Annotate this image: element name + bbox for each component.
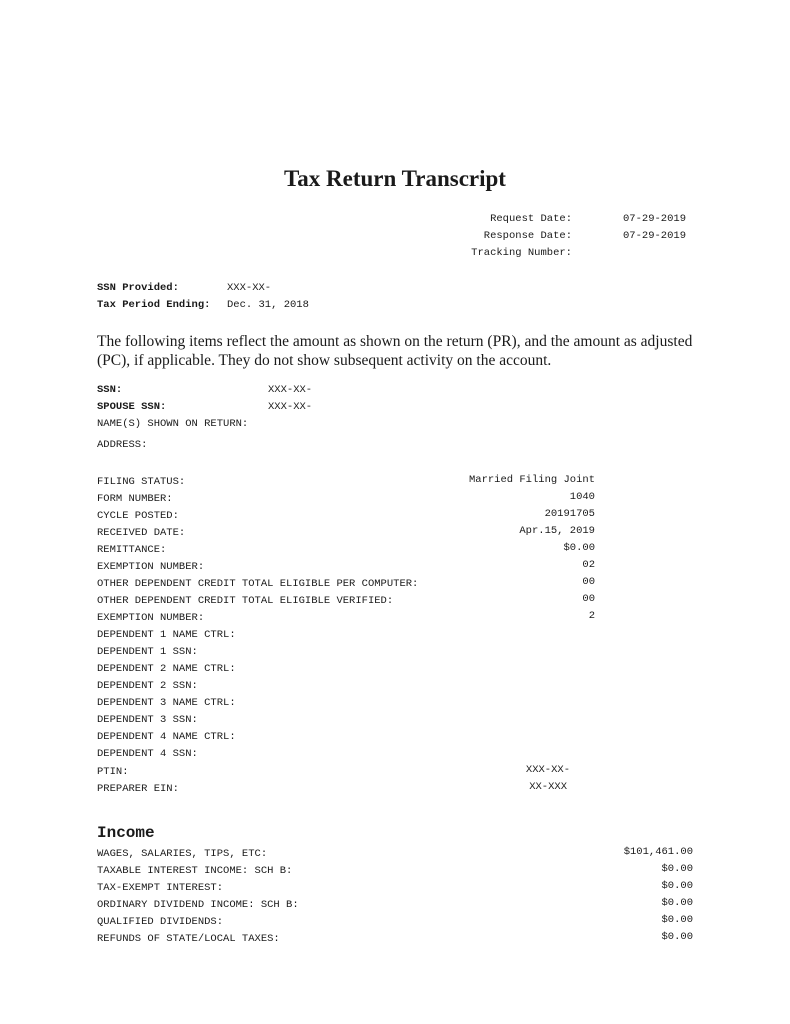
response-date: 07-29-2019 [623, 230, 687, 242]
filing-row [97, 661, 236, 678]
filing-row-label: FORM NUMBER: [97, 493, 173, 505]
preparer-ein-label: PREPARER EIN: [97, 783, 179, 795]
income-row-value: $0.00 [661, 863, 693, 875]
filing-row [97, 729, 236, 746]
income-row-value: $0.00 [661, 897, 693, 909]
income-row-label: QUALIFIED DIVIDENDS: [97, 916, 224, 928]
ptin-label: PTIN: [97, 766, 129, 778]
filing-row [97, 508, 179, 525]
filing-row-value: 2 [588, 610, 595, 622]
income-row-value: $101,461.00 [623, 846, 693, 858]
income-row-label: TAXABLE INTEREST INCOME: SCH B: [97, 865, 293, 877]
income-row-value: $0.00 [661, 880, 693, 892]
filing-row [97, 559, 204, 576]
filing-row-label: FILING STATUS: [97, 476, 186, 488]
ssn-provided-label: SSN Provided: [97, 282, 179, 294]
ssn-value: XXX-XX- [268, 384, 313, 396]
filing-row-label: EXEMPTION NUMBER: [97, 612, 205, 624]
tracking-number-label: Tracking Number: [471, 247, 572, 259]
filing-row-label: CYCLE POSTED: [97, 510, 179, 522]
preparer-ein-value: XX-XXX [529, 781, 567, 793]
ptin-value: XXX-XX- [525, 764, 570, 776]
tax-period-value: Dec. 31, 2018 [227, 299, 309, 311]
filing-row-value: Apr.15, 2019 [519, 525, 595, 537]
ssn-provided-value: XXX-XX- [227, 282, 272, 294]
filing-row-value: 20191705 [544, 508, 595, 520]
spouse-ssn-label: SPOUSE SSN: [97, 401, 167, 413]
filing-row [97, 746, 198, 763]
filing-row-value: 00 [582, 576, 595, 588]
filing-row-value: Married Filing Joint [468, 474, 595, 486]
tax-period-label: Tax Period Ending: [97, 299, 211, 311]
filing-row-value: $0.00 [563, 542, 595, 554]
filing-row-label: OTHER DEPENDENT CREDIT TOTAL ELIGIBLE PER COMPUTER: [97, 578, 419, 590]
filing-row-value: 02 [582, 559, 595, 571]
filing-row [97, 678, 198, 695]
income-row-value: $0.00 [661, 931, 693, 943]
request-date: 07-29-2019 [623, 213, 687, 225]
names-label: NAME(S) SHOWN ON RETURN: [97, 418, 249, 430]
filing-row [97, 474, 185, 491]
filing-row-label: REMITTANCE: [97, 544, 167, 556]
filing-row [97, 712, 198, 729]
income-row-label: ORDINARY DIVIDEND INCOME: SCH B: [97, 899, 299, 911]
income-row-label: TAX-EXEMPT INTEREST: [97, 882, 224, 894]
spouse-ssn-value: XXX-XX- [268, 401, 313, 413]
filing-row-label: OTHER DEPENDENT CREDIT TOTAL ELIGIBLE VERIFIED: [97, 595, 394, 607]
ssn-label: SSN: [97, 384, 123, 396]
income-row-label: WAGES, SALARIES, TIPS, ETC: [97, 848, 268, 860]
intro-paragraph: The following items reflect the amount as shown on the return (PR), and the amount as adjusted (PC), if applicable. They do not show subsequent activity on the account. [97, 333, 693, 369]
filing-row-label: EXEMPTION NUMBER: [97, 561, 205, 573]
filing-row [97, 576, 418, 593]
filing-row-label: DEPENDENT 3 NAME CTRL: [97, 697, 236, 709]
filing-row-label: DEPENDENT 4 NAME CTRL: [97, 731, 236, 743]
address-label: ADDRESS: [97, 439, 148, 451]
filing-row [97, 542, 166, 559]
filing-row [97, 610, 204, 627]
income-heading: Income [97, 824, 155, 842]
filing-row-value: 00 [582, 593, 595, 605]
filing-row-label: DEPENDENT 3 SSN: [97, 714, 198, 726]
filing-row [97, 525, 185, 542]
filing-row-label: DEPENDENT 2 SSN: [97, 680, 198, 692]
request-date-label: Request Date: [490, 213, 572, 225]
filing-row [97, 644, 198, 661]
filing-row-label: DEPENDENT 4 SSN: [97, 748, 198, 760]
page-title: Tax Return Transcript [284, 166, 506, 191]
filing-row-label: DEPENDENT 1 SSN: [97, 646, 198, 658]
filing-row [97, 695, 236, 712]
filing-row [97, 491, 173, 508]
response-date-label: Response Date: [483, 230, 572, 242]
filing-row-label: RECEIVED DATE: [97, 527, 186, 539]
income-row-label: REFUNDS OF STATE/LOCAL TAXES: [97, 933, 280, 945]
income-row-value: $0.00 [661, 914, 693, 926]
filing-row [97, 627, 236, 644]
filing-row-label: DEPENDENT 2 NAME CTRL: [97, 663, 236, 675]
filing-row [97, 593, 393, 610]
filing-row-label: DEPENDENT 1 NAME CTRL: [97, 629, 236, 641]
filing-row-value: 1040 [569, 491, 595, 503]
